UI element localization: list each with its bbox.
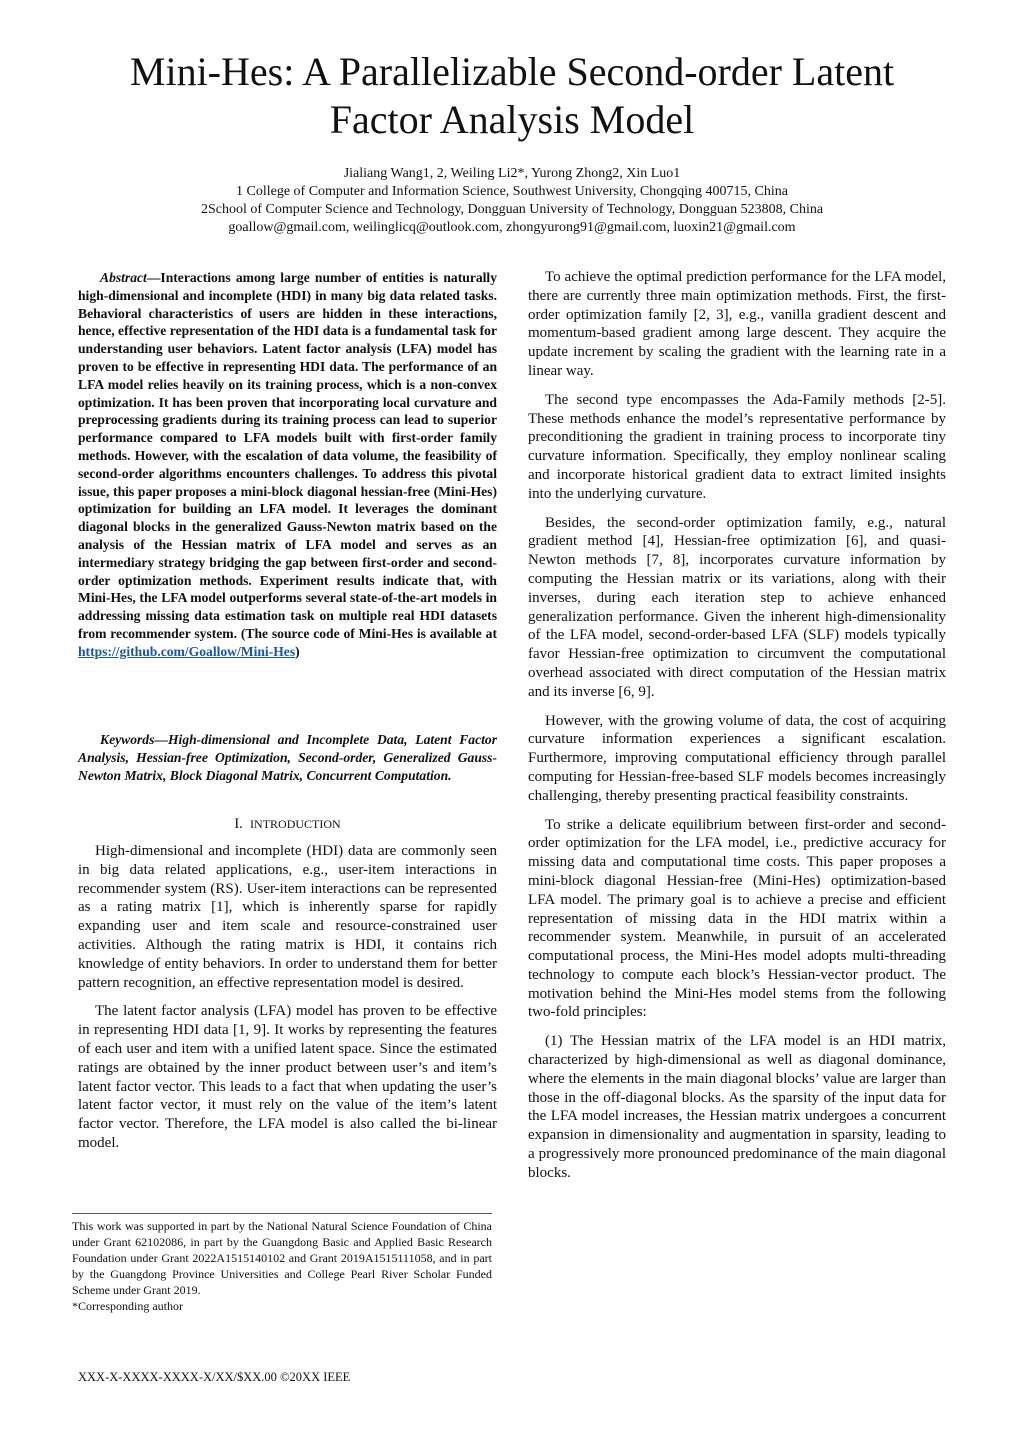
section-heading [78,816,497,833]
abstract-text: —Interactions among large number of entities is naturally high-dimensional and incomplete (HDI) in many big data related tasks. Behavioral characteristics of users are hidden in these interactions, hence, effective representation of the HDI data is a fundamental task for understanding user behaviors. Latent factor analysis (LFA) model has proven to be effective in representing HDI data. The performance of an LFA model relies heavily on its training process, which is a non-convex optimization. It has been proven that incorporating local curvature and preprocessing gradients during its training process can lead to superior performance compared to LFA models built with first-order family methods. However, with the escalation of data volume, the feasibility of second-order algorithms encounters challenges. To address this pivotal issue, this paper proposes a mini-block diagonal hessian-free (Mini-Hes) optimization for building an LFA model. It leverages the dominant diagonal blocks in the generalized Gauss-Newton matrix based on the analysis of the Hessian matrix of LFA model and serves as an intermediary strategy bridging the gap between first-order and second-order optimization methods. Experiment results indicate that, with Mini-Hes, the LFA model outperforms several state-of-the-art models in addressing missing data estimation task on multiple real HDI datasets from recommender system. (The source code of Mini-Hes is available at [78,270,497,641]
author-emails: goallow@gmail.com, weilinglicq@outlook.com, zhongyurong91@gmail.com, luoxin21@gmail.com [228,220,796,235]
abstract [78,269,497,661]
section-number: I. [234,816,243,832]
copyright-line: XXX-X-XXXX-XXXX-X/XX/$XX.00 ©20XX IEEE [78,1370,351,1384]
paper-title [0,48,1024,144]
right-body [528,268,946,1193]
paragraph: To achieve the optimal prediction performance for the LFA model, there are currently three main optimization methods. First, the first-order optimization family [2, 3], e.g., vanilla gradient descent and momentum-based gradient among large descent. They acquire the update increment by scaling the gradient with the learning rate in a linear way. [528,269,946,379]
abstract-label: Abstract [100,270,147,285]
author-block [0,165,1024,237]
paragraph: The latent factor analysis (LFA) model has proven to be effective in representing HDI data [1, 9]. It works by representing the features of each user and item with a unified latent space. Since the estimated ratings are obtained by the inner product between user’s and item’s latent factor vector. This leads to a fact that when updating the user’s latent factor vector, it must rely on the value of the item’s latent factor vector. Therefore, the LFA model is also called the bi-linear model. [78,1003,497,1151]
paragraph: To strike a delicate equilibrium between first-order and second-order optimization for the LFA model, i.e., predictive accuracy for missing data and computational time costs. This paper proposes a mini-block diagonal Hessian-free (Mini-Hes) optimization-based LFA model. The primary goal is to achieve a precise and efficient representation of missing data in the HDI matrix within a recommender system. Meanwhile, in pursuit of an accelerated computational process, the Mini-Hes model adopts multi-threading technology to compute each block’s Hessian-vector product. The motivation behind the Mini-Hes model stems from the following two-fold principles: [528,816,946,1021]
corresponding-author-note: *Corresponding author [72,1299,183,1313]
footnote [72,1213,492,1314]
funding-note: This work was supported in part by the National Natural Science Foundation of China under Grant 62102086, in part by the Guangdong Basic and Applied Basic Research Foundation under Grant 2022A1515140102 and Grant 2019A1515111058, and in part by the Guangdong Province Universities and College Pearl River Scholar Funded Scheme under Grant 2019. [72,1219,492,1297]
affiliation-1: 1 College of Computer and Information Science, Southwest University, Chongqing 400715, China [235,184,788,199]
title-line: Factor Analysis Model [329,97,695,142]
paragraph: The second type encompasses the Ada-Family methods [2-5]. These methods enhance the model’s representative performance by preconditioning the gradient in training process to incorporate tiny curvature information. Specifically, they employ nonlinear scaling and incorporate historical gradient data to extract limited insights into the underlying curvature. [528,391,946,502]
paragraph: (1) The Hessian matrix of the LFA model is an HDI matrix, characterized by high-dimensional as well as diagonal dominance, where the elements in the main diagonal blocks’ value are larger than those in the off-diagonal blocks. As the sparsity of the input data for the LFA model increases, the Hessian matrix undergoes a concurrent expansion in dimensionality and augmentation in sparsity, leading to a progressively more pronounced predominance of the main diagonal blocks. [528,1033,946,1181]
section-title: INTRODUCTION [250,817,341,831]
paragraph: Besides, the second-order optimization family, e.g., natural gradient method [4], Hessian-free optimization [6], and quasi-Newton methods [7, 8], incorporates curvature information by computing the Hessian matrix or its variations, along with their inverses, during each iteration step to achieve enhanced generalization performance. Given the inherent high-dimensionality of the LFA model, second-order-based LFA (SLF) models typically favor Hessian-free optimization to circumvent the computational overhead associated with direct computation of the Hessian matrix and its inverse [6, 9]. [528,514,946,700]
abstract-end: ) [295,643,300,659]
paragraph: High-dimensional and incomplete (HDI) data are commonly seen in big data related applications, e.g., user-item interactions in recommender system (RS). User-item interactions can be represented as a rating matrix [1], which is inherently sparse for rapidly expanding user and item scale and resource-constrained user activities. Although the rating matrix is HDI, it contains rich knowledge of entity behaviors. In order to understand them for better pattern recognition, an effective representation model is desired. [78,843,497,991]
author-names: Jialiang Wang1, 2, Weiling Li2*, Yurong Zhong2, Xin Luo1 [343,166,681,181]
left-body [78,842,497,1163]
affiliation-2: 2School of Computer Science and Technology, Dongguan University of Technology, Dongguan 523808, China [200,202,824,217]
title-line: Mini-Hes: A Parallelizable Second-order Latent [129,49,895,94]
keywords: Keywords—High-dimensional and Incomplete Data, Latent Factor Analysis, Hessian-free Optimization, Second-order, Generalized Gauss-Newton Matrix, Block Diagonal Matrix, Concurrent Computation. [78,732,497,783]
source-code-link[interactable]: https://github.com/Goallow/Mini-Hes [78,643,296,659]
paragraph: However, with the growing volume of data, the cost of acquiring curvature information experiences a significant escalation. Furthermore, improving computational efficiency through parallel computing for Hessian-free-based SLF models becomes increasingly challenging, thereby presenting practical feasibility constraints. [528,712,946,804]
